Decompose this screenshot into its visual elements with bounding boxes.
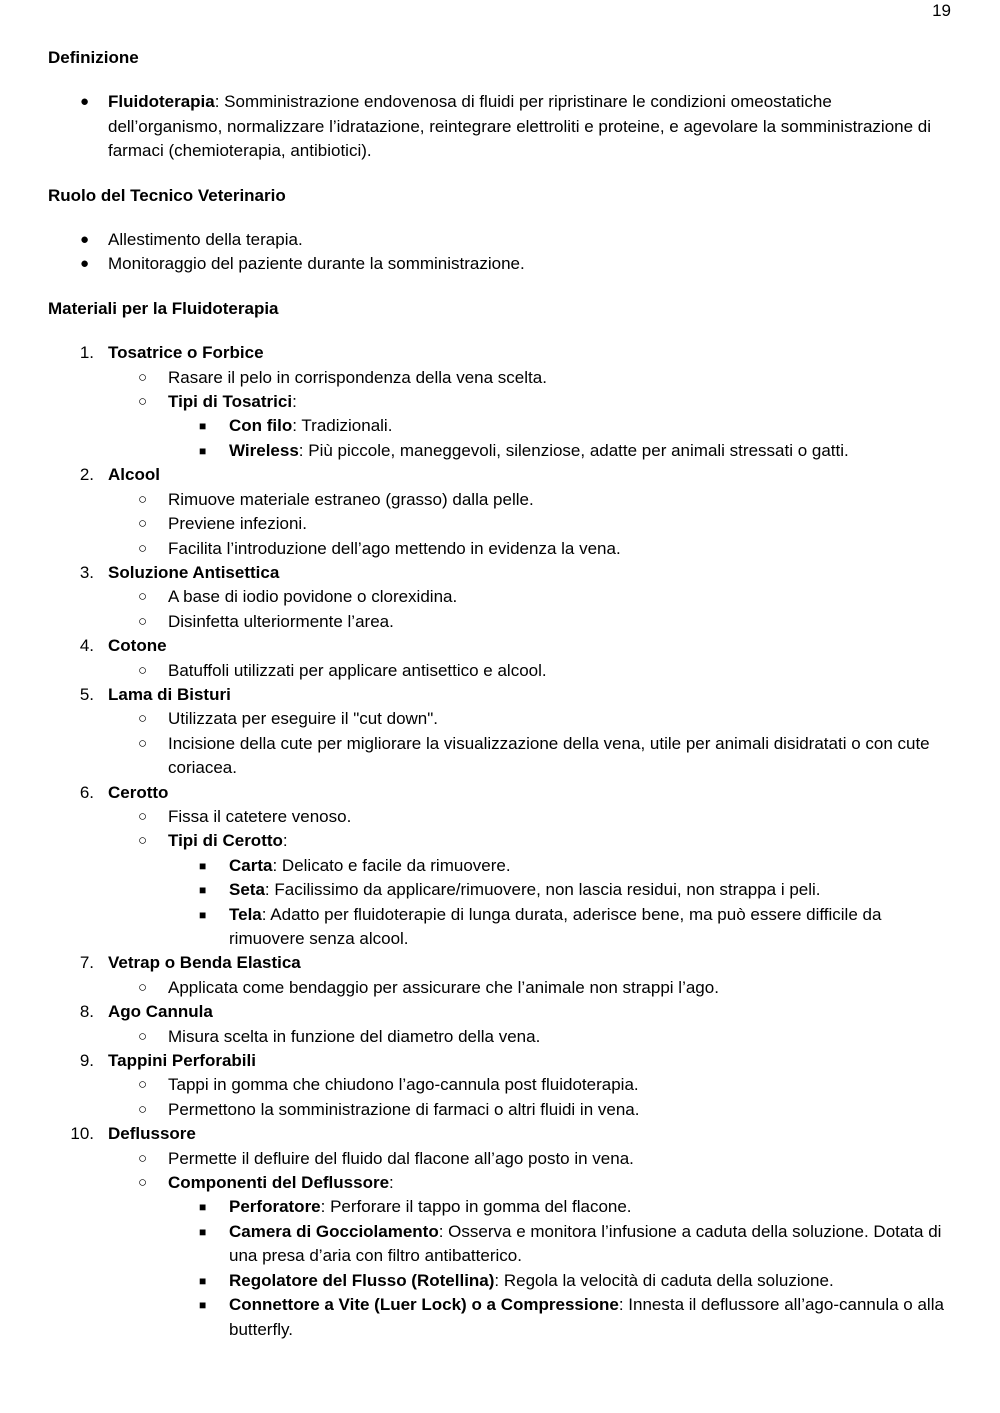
- material-item: [48, 683, 948, 707]
- item-number: 2.: [79, 465, 94, 485]
- sub-sub-item: [48, 878, 948, 902]
- material-item: [48, 781, 948, 805]
- bullet-square-icon: ■: [199, 1224, 207, 1239]
- sub-item: [48, 537, 948, 561]
- description: Monitoraggio del paziente durante la somministrazione.: [108, 254, 525, 274]
- item-number: 10.: [70, 1124, 94, 1144]
- material-item: [48, 463, 948, 487]
- description: : Facilissimo da applicare/rimuovere, non lascia residui, non strappa i peli.: [264, 880, 821, 900]
- bullet-disc-icon: ●: [80, 255, 90, 273]
- description: Utilizzata per eseguire il "cut down".: [168, 709, 439, 729]
- description: Allestimento della terapia.: [108, 230, 303, 250]
- item-number: 9.: [79, 1051, 94, 1071]
- description: : Innesta il deflussore all’ago-cannula o alla butterfly.: [229, 1295, 944, 1339]
- description: Misura scelta in funzione del diametro della vena.: [168, 1026, 541, 1046]
- definizione-list: [48, 90, 948, 163]
- description: : Più piccole, maneggevoli, silenziose, adatte per animali stressati o gatti.: [298, 440, 849, 460]
- sub-item: [48, 1073, 948, 1097]
- bullet-circle-icon: ○: [138, 661, 148, 679]
- sub-item: [48, 659, 948, 683]
- term: Carta: [229, 855, 273, 875]
- sub-item: [48, 1025, 948, 1049]
- bullet-circle-icon: ○: [138, 710, 148, 728]
- bullet-circle-icon: ○: [138, 588, 148, 606]
- term: Tipi di Tosatrici: [168, 392, 293, 412]
- sub-item: [48, 976, 948, 1000]
- material-title: Deflussore: [108, 1124, 196, 1144]
- bullet-circle-icon: ○: [138, 1076, 148, 1094]
- bullet-circle-icon: ○: [138, 539, 148, 557]
- item-number: 1.: [79, 343, 94, 363]
- sub-item: [48, 366, 948, 390]
- material-title: Vetrap o Benda Elastica: [108, 953, 301, 973]
- description: : Perforare il tappo in gomma del flacone.: [320, 1197, 632, 1217]
- item-number: 3.: [79, 562, 94, 582]
- sub-item: [48, 1098, 948, 1122]
- description: Disinfetta ulteriormente l’area.: [168, 611, 394, 631]
- material-title: Tosatrice o Forbice: [108, 343, 264, 363]
- bullet-circle-icon: ○: [138, 832, 148, 850]
- heading-materiali: Materiali per la Fluidoterapia: [48, 298, 279, 318]
- sub-sub-item: [48, 1293, 948, 1342]
- material-title: Tappini Perforabili: [108, 1051, 256, 1071]
- sub-item: [48, 585, 948, 609]
- sub-item: [48, 1147, 948, 1171]
- description: Incisione della cute per migliorare la visualizzazione della vena, utile per animali disidratati o con cute coriacea.: [168, 733, 930, 778]
- item-number: 7.: [79, 953, 94, 973]
- materiali-list: [48, 341, 948, 1342]
- bullet-circle-icon: ○: [138, 490, 148, 508]
- description: Applicata come bendaggio per assicurare che l’animale non strappi l’ago.: [168, 977, 719, 997]
- sub-sub-item: [48, 1269, 948, 1293]
- description: : Somministrazione endovenosa di fluidi per ripristinare le condizioni omeostatiche dell’organismo, normalizzare l’idratazione, reintegrare elettroliti e proteine, e agevolare la somministrazione di farmaci (chemioterapia, antibiotici).: [108, 92, 932, 161]
- description: : Regola la velocità di caduta della soluzione.: [494, 1270, 834, 1290]
- bullet-disc-icon: ●: [80, 93, 90, 111]
- sub-sub-item: [48, 1220, 948, 1269]
- material-item: [48, 1122, 948, 1146]
- material-item: [48, 951, 948, 975]
- material-title: Cerotto: [108, 782, 169, 802]
- description: Rimuove materiale estraneo (grasso) dalla pelle.: [168, 489, 534, 509]
- description: Permettono la somministrazione di farmaci o altri fluidi in vena.: [168, 1099, 640, 1119]
- description: : Delicato e facile da rimuovere.: [272, 855, 511, 875]
- description: : Osserva e monitora l’infusione a caduta della soluzione. Dotata di una presa d’aria con filtro antibatterico.: [229, 1221, 942, 1266]
- description: Fissa il catetere venoso.: [168, 806, 352, 826]
- sub-item: [48, 732, 948, 781]
- bullet-disc-icon: ●: [80, 231, 90, 249]
- material-item: [48, 634, 948, 658]
- heading-definizione: Definizione: [48, 48, 139, 67]
- page-number: 19: [932, 1, 951, 20]
- term: Componenti del Deflussore: [168, 1173, 390, 1193]
- description: Previene infezioni.: [168, 514, 307, 534]
- description: : Adatto per fluidoterapie di lunga durata, aderisce bene, ma può essere difficile da rimuovere senza alcool.: [229, 904, 882, 948]
- bullet-circle-icon: ○: [138, 368, 148, 386]
- sub-item: [48, 1171, 948, 1195]
- bullet-square-icon: ■: [199, 907, 207, 922]
- description: A base di iodio povidone o clorexidina.: [168, 587, 458, 607]
- sub-item: [48, 512, 948, 536]
- term: Connettore a Vite (Luer Lock) o a Compressione: [229, 1295, 619, 1315]
- description: : Tradizionali.: [292, 416, 393, 436]
- term: Regolatore del Flusso (Rotellina): [229, 1270, 495, 1290]
- description: :: [389, 1173, 394, 1193]
- material-item: [48, 1000, 948, 1024]
- material-item: [48, 1049, 948, 1073]
- ruolo-list: [48, 228, 948, 277]
- list-item: [48, 90, 948, 163]
- material-title: Alcool: [108, 465, 160, 485]
- bullet-square-icon: ■: [199, 1273, 207, 1288]
- sub-sub-item: [48, 854, 948, 878]
- sub-sub-item: [48, 903, 948, 952]
- material-item: [48, 341, 948, 365]
- material-title: Ago Cannula: [108, 1002, 213, 1022]
- sub-sub-item: [48, 439, 948, 463]
- list-item: [48, 228, 948, 252]
- item-number: 8.: [79, 1002, 94, 1022]
- description: Batuffoli utilizzati per applicare antisettico e alcool.: [168, 660, 547, 680]
- sub-sub-item: [48, 1195, 948, 1219]
- description: :: [292, 392, 297, 412]
- bullet-circle-icon: ○: [138, 1100, 148, 1118]
- material-title: Soluzione Antisettica: [108, 562, 280, 582]
- sub-item: [48, 707, 948, 731]
- bullet-square-icon: ■: [199, 883, 207, 898]
- sub-item: [48, 390, 948, 414]
- bullet-square-icon: ■: [199, 858, 207, 873]
- term: Fluidoterapia: [108, 92, 215, 112]
- bullet-circle-icon: ○: [138, 807, 148, 825]
- bullet-circle-icon: ○: [138, 612, 148, 630]
- material-title: Cotone: [108, 636, 167, 656]
- bullet-square-icon: ■: [199, 1200, 207, 1215]
- term: Con filo: [229, 416, 293, 436]
- bullet-circle-icon: ○: [138, 1174, 148, 1192]
- bullet-circle-icon: ○: [138, 1027, 148, 1045]
- bullet-circle-icon: ○: [138, 734, 148, 752]
- bullet-circle-icon: ○: [138, 393, 148, 411]
- sub-item: [48, 829, 948, 853]
- term: Wireless: [229, 440, 299, 460]
- term: Perforatore: [229, 1197, 321, 1217]
- bullet-circle-icon: ○: [138, 978, 148, 996]
- item-number: 6.: [79, 782, 94, 802]
- term: Tela: [229, 904, 262, 924]
- description: Facilita l’introduzione dell’ago mettendo in evidenza la vena.: [168, 538, 621, 558]
- item-number: 5.: [79, 684, 94, 704]
- material-title: Lama di Bisturi: [108, 684, 231, 704]
- item-number: 4.: [79, 636, 94, 656]
- term: Camera di Gocciolamento: [229, 1221, 439, 1241]
- sub-sub-item: [48, 414, 948, 438]
- sub-item: [48, 805, 948, 829]
- bullet-circle-icon: ○: [138, 515, 148, 533]
- list-item: [48, 252, 948, 276]
- description: :: [282, 831, 288, 851]
- term: Tipi di Cerotto: [168, 831, 283, 851]
- sub-item: [48, 610, 948, 634]
- bullet-square-icon: ■: [199, 419, 207, 434]
- heading-ruolo: Ruolo del Tecnico Veterinario: [48, 185, 286, 205]
- description: Permette il defluire del fluido dal flacone all’ago posto in vena.: [168, 1148, 634, 1168]
- bullet-circle-icon: ○: [138, 1149, 148, 1167]
- description: Tappi in gomma che chiudono l’ago-cannula post fluidoterapia.: [168, 1075, 639, 1095]
- bullet-square-icon: ■: [199, 1298, 207, 1313]
- bullet-square-icon: ■: [199, 443, 207, 458]
- sub-item: [48, 488, 948, 512]
- material-item: [48, 561, 948, 585]
- description: Rasare il pelo in corrispondenza della vena scelta.: [168, 367, 547, 387]
- document-body: [48, 46, 948, 1342]
- term: Seta: [229, 880, 265, 900]
